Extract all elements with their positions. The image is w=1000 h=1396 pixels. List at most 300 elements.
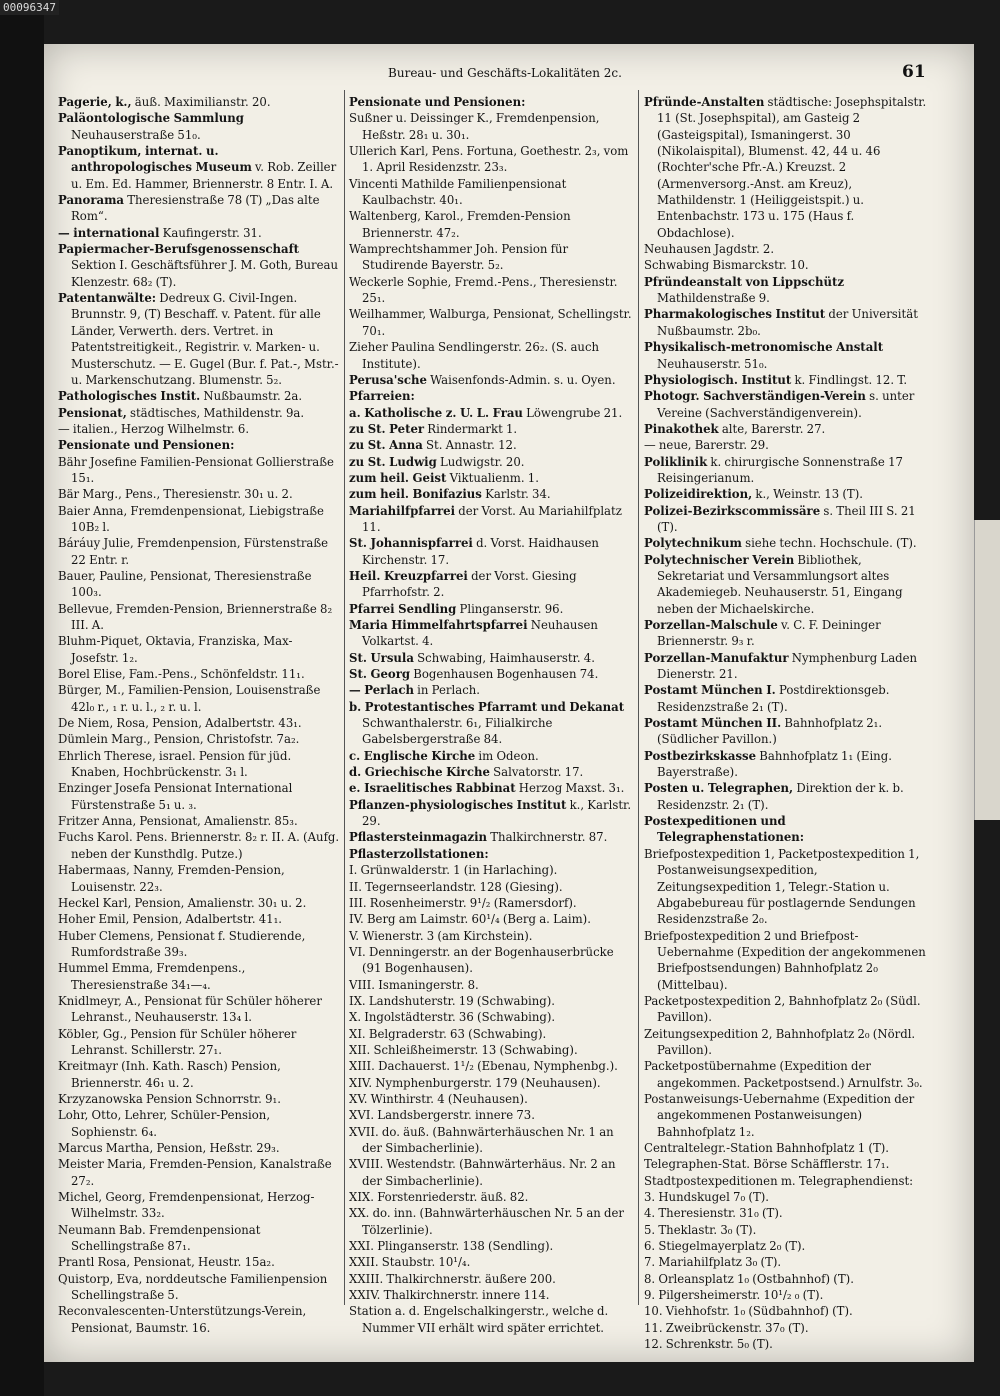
directory-entry — [58, 666, 340, 682]
entry-heading: Poliklinik — [644, 454, 708, 469]
directory-entry — [349, 846, 633, 862]
directory-entry — [644, 1303, 930, 1319]
directory-entry — [644, 306, 930, 339]
entry-text: Köbler, Gg., Pension für Schüler höherer Lehranst. Schillerstr. 27₁. — [58, 1026, 297, 1057]
entry-heading: Paläontologische Sammlung — [58, 111, 244, 126]
directory-entry — [58, 748, 340, 781]
entry-text: Telegraphen-Stat. Börse Schäfflerstr. 17₁. — [644, 1157, 890, 1172]
entry-text: im Odeon. — [475, 748, 539, 763]
directory-entry — [58, 225, 340, 241]
directory-entry — [349, 1124, 633, 1157]
directory-entry — [349, 1091, 633, 1107]
entry-text: 9. Pilgersheimerstr. 10¹/₂ ₀ (T). — [644, 1288, 824, 1303]
scan-margin — [0, 0, 44, 1396]
entry-heading: Pagerie, k., — [58, 95, 132, 109]
entry-text: Bauer, Pauline, Pensionat, Theresienstraße 100₃. — [58, 568, 312, 600]
directory-entry — [58, 421, 340, 437]
entry-heading: Porzellan-Manufaktur — [644, 650, 789, 665]
entry-heading: zum heil. Bonifazius — [349, 487, 482, 502]
directory-entry — [644, 1140, 930, 1156]
entry-heading: St. Ursula — [349, 650, 414, 665]
entry-text: Baier Anna, Fremdenpensionat, Liebigstraße 10B₂ l. — [58, 503, 324, 534]
directory-entry — [644, 715, 930, 748]
directory-entry — [58, 993, 340, 1026]
directory-entry — [349, 568, 633, 601]
entry-text: Karlstr. 34. — [481, 487, 551, 502]
entry-text: Rindermarkt 1. — [424, 421, 518, 436]
directory-entry — [349, 1058, 633, 1074]
directory-entry — [349, 143, 633, 176]
column-2 — [349, 94, 633, 1336]
entry-text: Ludwigstr. 20. — [436, 454, 525, 469]
column-3 — [644, 94, 930, 1352]
entry-text: XX. do. inn. (Bahnwärterhäuschen Nr. 5 an der Tölzerlinie). — [349, 1206, 625, 1237]
entry-text: 7. Mariahilfplatz 3₀ (T). — [644, 1255, 782, 1270]
directory-entry — [58, 405, 340, 421]
entry-text: XI. Belgraderstr. 63 (Schwabing). — [349, 1026, 547, 1041]
column-1 — [58, 94, 340, 1336]
entry-text: alte, Barerstr. 27. — [718, 421, 826, 436]
entry-heading: Pensionate und Pensionen: — [58, 438, 235, 453]
directory-entry — [644, 682, 930, 715]
directory-entry — [644, 503, 930, 536]
directory-entry — [349, 454, 633, 470]
entry-text: X. Ingolstädterstr. 36 (Schwabing). — [349, 1010, 556, 1025]
entry-text: XXIV. Thalkirchnerstr. innere 114. — [349, 1288, 550, 1303]
entry-heading: Porzellan-Malschule — [644, 618, 778, 632]
directory-entry — [58, 682, 340, 715]
entry-text: Bahnhofplatz 2₁. (Südlicher Pavillon.) — [657, 716, 883, 747]
directory-entry — [58, 911, 340, 927]
directory-entry — [58, 192, 340, 225]
entry-heading: b. Protestantisches Pfarramt und Dekanat — [349, 699, 625, 714]
directory-entry — [644, 372, 930, 388]
entry-heading: a. Katholische z. U. L. Frau — [349, 405, 523, 420]
directory-entry — [644, 748, 930, 781]
directory-entry — [644, 1189, 930, 1205]
entry-text: Reconvalescenten-Unterstützungs-Verein, Pensionat, Baumstr. 16. — [58, 1304, 307, 1335]
directory-entry — [349, 911, 633, 927]
entry-text: Ehrlich Therese, israel. Pension für jüd. Knaben, Hochbrückenstr. 3₁ l. — [58, 748, 292, 780]
directory-entry — [349, 977, 633, 993]
column-rule-1 — [344, 90, 345, 1305]
entry-heading: Papiermacher-Berufsgenossenschaft — [58, 242, 300, 257]
directory-entry — [58, 1254, 340, 1270]
directory-entry — [58, 1189, 340, 1222]
directory-entry — [58, 568, 340, 601]
directory-entry — [644, 1026, 930, 1059]
entry-text: Kaufingerstr. 31. — [159, 225, 262, 240]
entry-text: XIX. Forstenriederstr. äuß. 82. — [349, 1190, 529, 1205]
entry-text: Weilhammer, Walburga, Pensionat, Schellingstr. 70₁. — [349, 307, 632, 338]
entry-heading: Pfründeanstalt von Lippschütz — [644, 274, 844, 289]
entry-heading: d. Griechische Kirche — [349, 765, 490, 780]
entry-text: Sußner u. Deissinger K., Fremdenpension, Heßstr. 28₁ u. 30₁. — [349, 111, 600, 142]
entry-text: XV. Winthirstr. 4 (Neuhausen). — [349, 1091, 528, 1106]
directory-entry — [349, 1238, 633, 1254]
directory-entry — [58, 388, 340, 404]
entry-heading: Polytechnikum — [644, 536, 742, 551]
entry-text: Bahnhofplatz 1₁ (Eing. Bayerstraße). — [657, 748, 892, 780]
directory-entry — [349, 829, 633, 845]
directory-entry — [349, 110, 633, 143]
entry-text: Thalkirchnerstr. 87. — [487, 830, 608, 845]
entry-text: der Vorst. Au Mariahilfplatz 11. — [362, 503, 622, 534]
entry-text: Waltenberg, Karol., Fremden-Pension Briennerstr. 47₂. — [349, 209, 571, 240]
entry-text: Postdirektionsgeb. Residenzstraße 2₁ (T). — [657, 683, 890, 714]
directory-entry — [349, 1107, 633, 1123]
entry-text: siehe techn. Hochschule. (T). — [741, 536, 917, 551]
entry-text: XXII. Staubstr. 10¹/₄. — [349, 1255, 471, 1270]
directory-entry — [58, 1091, 340, 1107]
entry-heading: Postamt München II. — [644, 716, 782, 731]
directory-entry — [58, 928, 340, 961]
entry-heading: Pfarrei Sendling — [349, 601, 457, 616]
entry-heading: zu St. Ludwig — [349, 454, 437, 469]
entry-text: Centraltelegr.-Station Bahnhofplatz 1 (T). — [644, 1141, 890, 1155]
entry-text: 5. Theklastr. 3₀ (T). — [644, 1222, 757, 1237]
entry-text: — neue, Barerstr. 29. — [644, 438, 769, 453]
directory-entry — [349, 699, 633, 748]
entry-text: k. Findlingst. 12. T. — [791, 372, 908, 387]
directory-entry — [644, 486, 930, 502]
entry-heading: Postbezirkskasse — [644, 748, 757, 763]
entry-heading: Pensionat, — [58, 405, 127, 420]
directory-entry — [349, 764, 633, 780]
running-head: Bureau- und Geschäfts-Lokalitäten 2c. — [388, 66, 622, 80]
directory-entry — [644, 535, 930, 551]
entry-text: Packetpostexpedition 2, Bahnhofplatz 2₀ (Südl. Pavillon). — [644, 993, 921, 1025]
directory-entry — [349, 1271, 633, 1287]
directory-entry — [58, 1026, 340, 1059]
entry-heading: Physiologisch. Institut — [644, 372, 792, 387]
entry-text: Nußbaumstr. 2a. — [200, 389, 303, 404]
entry-heading: Perusa'sche — [349, 372, 427, 387]
directory-entry — [644, 1156, 930, 1172]
directory-entry — [644, 1320, 930, 1336]
directory-entry — [58, 780, 340, 813]
directory-entry — [58, 1107, 340, 1140]
entry-text: II. Tegernseerlandstr. 128 (Giesing). — [349, 879, 563, 894]
entry-text: der Universität Nußbaumstr. 2b₀. — [657, 307, 918, 338]
entry-text: Weckerle Sophie, Fremd.-Pens., Theresienstr. 25₁. — [349, 274, 618, 306]
entry-text: städtische: Josephspitalstr. 11 (St. Josephspital), am Gasteig 2 (Gasteigspital), Ismaningerst. 30 (Nikolaispital), Blumenst. 42, 44 u. 46 (Rochter'sche Pfr.-A.) Kreuzst. 2 (Armenversorg.-Anst. am Kreuz), Mathildenstr. 1 (Heiliggeistspit.) u. Entenbachstr. 173 u. 175 (Haus f. Obdachlose). — [657, 95, 927, 240]
entry-text: Borel Elise, Fam.-Pens., Schönfeldstr. 11₁. — [58, 667, 305, 682]
entry-text: XII. Schleißheimerstr. 13 (Schwabing). — [349, 1042, 578, 1057]
entry-heading: Pharmakologisches Institut — [644, 307, 826, 322]
entry-text: s. unter Vereine (Sachverständigenverein). — [657, 389, 915, 420]
directory-entry — [644, 1222, 930, 1238]
entry-text: Neuhausen Volkartst. 4. — [362, 618, 598, 649]
directory-entry — [644, 993, 930, 1026]
scan-id-label: 00096347 — [0, 0, 59, 15]
directory-entry — [349, 1254, 633, 1270]
directory-entry — [349, 1303, 633, 1336]
entry-text: Stadtpostexpeditionen m. Telegraphendienst: — [644, 1173, 914, 1188]
directory-entry — [644, 257, 930, 273]
directory-entry — [58, 241, 340, 290]
entry-text: v. Rob. Zeiller u. Em. Ed. Hammer, Briennerstr. 8 Entr. I. A. — [71, 160, 337, 191]
entry-heading: Panoptikum, internat. u. anthropologisches Museum — [58, 144, 252, 175]
directory-entry — [58, 633, 340, 666]
next-page-edge — [974, 520, 1000, 820]
directory-entry — [58, 895, 340, 911]
entry-text: De Niem, Rosa, Pension, Adalbertstr. 43₁. — [58, 716, 302, 731]
directory-entry — [644, 1173, 930, 1189]
entry-text: Herzog Maxst. 3₁. — [515, 781, 625, 796]
entry-text: Löwengrube 21. — [522, 405, 623, 420]
directory-entry — [644, 1271, 930, 1287]
entry-text: Briefpostexpedition 1, Packetpostexpedition 1, Postanweisungsexpedition, Zeitungsexpedition 1, Telegr.-Station u. Abgabebureau für postlagernde Sendungen Residenzstraße 2₀. — [644, 846, 920, 927]
entry-text: Hummel Emma, Fremdenpens., Theresienstraße 34₁—₄. — [58, 961, 246, 992]
directory-entry — [349, 617, 633, 650]
entry-text: 4. Theresienstr. 31₀ (T). — [644, 1206, 783, 1221]
entry-text: v. C. F. Deininger Briennerstr. 9₃ r. — [657, 618, 881, 649]
entry-heading: zu St. Peter — [349, 421, 425, 436]
entry-text: 3. Hundskugel 7₀ (T). — [644, 1190, 770, 1205]
directory-entry — [349, 928, 633, 944]
directory-entry — [644, 1254, 930, 1270]
directory-entry — [349, 650, 633, 666]
directory-entry — [349, 470, 633, 486]
directory-entry — [349, 879, 633, 895]
entry-text: Habermaas, Nanny, Fremden-Pension, Louisenstr. 22₃. — [58, 863, 285, 894]
directory-entry — [644, 846, 930, 928]
directory-entry — [58, 1303, 340, 1336]
entry-heading: Pfründe-Anstalten — [644, 95, 765, 109]
entry-text: III. Rosenheimerstr. 9¹/₂ (Ramersdorf). — [349, 895, 577, 910]
entry-text: Quistorp, Eva, norddeutsche Familienpension Schellingstraße 5. — [58, 1271, 328, 1303]
entry-text: Fuchs Karol. Pens. Briennerstr. 8₂ r. II. A. (Aufg. neben der Kunsthdlg. Putze.) — [58, 830, 340, 861]
entry-text: V. Wienerstr. 3 (am Kirchstein). — [349, 928, 533, 943]
directory-entry — [349, 862, 633, 878]
directory-entry — [58, 862, 340, 895]
entry-text: Bogenhausen Bogenhausen 74. — [410, 667, 599, 682]
directory-entry — [349, 780, 633, 796]
entry-text: Heckel Karl, Pension, Amalienstr. 30₁ u. 2. — [58, 895, 307, 910]
entry-text: XIV. Nymphenburgerstr. 179 (Neuhausen). — [349, 1075, 601, 1090]
entry-heading: e. Israelitisches Rabbinat — [349, 781, 516, 796]
entry-text: Bär Marg., Pens., Theresienstr. 30₁ u. 2. — [58, 487, 293, 502]
entry-heading: Maria Himmelfahrtspfarrei — [349, 618, 528, 632]
directory-entry — [58, 94, 340, 110]
entry-text: XVI. Landsbergerstr. innere 73. — [349, 1108, 535, 1123]
entry-text: 6. Stiegelmayerplatz 2₀ (T). — [644, 1239, 806, 1254]
entry-heading: Pinakothek — [644, 421, 719, 436]
directory-entry — [349, 1189, 633, 1205]
directory-entry — [349, 94, 633, 110]
directory-entry — [58, 143, 340, 192]
directory-entry — [644, 274, 930, 307]
entry-text: Schwabing, Haimhauserstr. 4. — [413, 650, 595, 665]
directory-entry — [58, 1271, 340, 1304]
directory-entry — [349, 208, 633, 241]
entry-heading: zum heil. Geist — [349, 470, 447, 485]
directory-entry — [58, 813, 340, 829]
directory-entry — [644, 780, 930, 813]
directory-entry — [349, 797, 633, 830]
entry-text: 12. Schrenkstr. 5₀ (T). — [644, 1337, 773, 1352]
directory-entry — [58, 715, 340, 731]
entry-text: Zieher Paulina Sendlingerstr. 26₂. (S. auch Institute). — [349, 340, 600, 371]
directory-entry — [644, 388, 930, 421]
column-rule-2 — [638, 90, 639, 1305]
directory-entry — [644, 421, 930, 437]
entry-heading: Panorama — [58, 193, 125, 208]
entry-text: Neuhausen Jagdstr. 2. — [644, 242, 775, 257]
entry-text: Bähr Josefine Familien-Pensionat Gollierstraße 15₁. — [58, 454, 334, 485]
entry-text: Viktualienm. 1. — [446, 470, 539, 485]
entry-text: Marcus Martha, Pension, Heßstr. 29₃. — [58, 1141, 280, 1155]
entry-text: Neuhauserstraße 51₀. — [71, 127, 201, 142]
entry-text: Waisenfonds-Admin. s. u. Oyen. — [426, 372, 616, 387]
entry-text: äuß. Maximilianstr. 20. — [131, 95, 271, 109]
entry-text: I. Grünwalderstr. 1 (in Harlaching). — [349, 863, 558, 878]
directory-entry — [349, 1009, 633, 1025]
entry-heading: Pflastersteinmagazin — [349, 830, 488, 845]
entry-text: Plinganserstr. 96. — [456, 601, 564, 616]
directory-entry — [349, 486, 633, 502]
entry-text: XVII. do. äuß. (Bahnwärterhäuschen Nr. 1 an der Simbacherlinie). — [349, 1124, 614, 1155]
entry-text: der Vorst. Giesing Pfarrhofstr. 2. — [362, 568, 577, 600]
directory-entry — [58, 454, 340, 487]
entry-heading: Polytechnischer Verein — [644, 552, 795, 567]
directory-entry — [644, 1091, 930, 1140]
entry-text: Kreitmayr (Inh. Kath. Rasch) Pension, Briennerstr. 46₁ u. 2. — [58, 1059, 281, 1090]
directory-entry — [58, 535, 340, 568]
entry-text: Dümlein Marg., Pension, Christofstr. 7a₂. — [58, 732, 300, 747]
entry-text: XVIII. Westendstr. (Bahnwärterhäus. Nr. 2 an der Simbacherlinie). — [349, 1157, 616, 1188]
directory-entry — [349, 1026, 633, 1042]
entry-text: Prantl Rosa, Pensionat, Heustr. 15a₂. — [58, 1255, 275, 1270]
directory-entry — [349, 993, 633, 1009]
entry-text: Bluhm-Piquet, Oktavia, Franziska, Max-Josefstr. 1₂. — [58, 634, 293, 665]
entry-heading: c. Englische Kirche — [349, 748, 476, 763]
entry-heading: — international — [58, 225, 160, 240]
entry-text: Bürger, M., Familien-Pension, Louisenstraße 42l₀ r., ₁ r. u. l., ₂ r. u. l. — [58, 683, 321, 714]
entry-text: Direktion der k. b. Residenzstr. 2₁ (T). — [657, 781, 904, 812]
directory-entry — [644, 454, 930, 487]
entry-text: Lohr, Otto, Lehrer, Schüler-Pension, Sophienstr. 6₄. — [58, 1108, 271, 1139]
entry-text: Báráuy Julie, Fremdenpension, Fürstenstraße 22 Entr. r. — [58, 536, 329, 567]
entry-text: Krzyzanowska Pension Schnorrstr. 9₁. — [58, 1091, 281, 1106]
entry-heading: Pflasterzollstationen: — [349, 846, 489, 861]
entry-heading: Postamt München I. — [644, 683, 776, 698]
directory-entry — [58, 1140, 340, 1156]
entry-text: Michel, Georg, Fremdenpensionat, Herzog-Wilhelmstr. 33₂. — [58, 1190, 315, 1221]
directory-entry — [644, 1287, 930, 1303]
directory-entry — [58, 1156, 340, 1189]
entry-text: Schwanthalerstr. 6₁, Filialkirche Gabelsbergerstraße 84. — [362, 716, 553, 747]
entry-text: in Perlach. — [413, 683, 480, 698]
directory-entry — [58, 110, 340, 143]
entry-text: Huber Clemens, Pensionat f. Studierende, Rumfordstraße 39₃. — [58, 928, 306, 959]
directory-entry — [644, 241, 930, 257]
entry-text: Dedreux G. Civil-Ingen. Brunnstr. 9, (T) Beschaff. v. Patent. für alle Länder, Verwerth. ders. Vertret. in Patentstreitigkeit., Registrir. v. Marken- u. Musterschutz. — E. Gugel (Bur. f. Pat.-, Mstr.- u. Markenschutzang. Blumenstr. 5₂. — [71, 291, 339, 387]
entry-heading: Pflanzen-physiologisches Institut — [349, 797, 567, 812]
directory-entry — [58, 437, 340, 453]
directory-entry — [349, 421, 633, 437]
directory-entry — [349, 748, 633, 764]
entry-heading: Photogr. Sachverständigen-Verein — [644, 389, 866, 404]
directory-entry — [349, 274, 633, 307]
entry-text: Vincenti Mathilde Familienpensionat Kaulbachstr. 40₁. — [349, 176, 567, 208]
entry-heading: Patentanwälte: — [58, 291, 157, 306]
entry-text: Postanweisungs-Uebernahme (Expedition der angekommenen Postanweisungen) Bahnhofplatz 1₂. — [644, 1091, 915, 1139]
entry-heading: — Perlach — [349, 683, 414, 698]
directory-entry — [58, 601, 340, 634]
entry-text: VI. Denningerstr. an der Bogenhauserbrücke (91 Bogenhausen). — [349, 944, 614, 976]
entry-text: 11. Zweibrückenstr. 37₀ (T). — [644, 1320, 809, 1335]
directory-entry — [349, 601, 633, 617]
entry-text: Schwabing Bismarckstr. 10. — [644, 258, 809, 273]
directory-entry — [58, 503, 340, 536]
entry-text: Bellevue, Fremden-Pension, Briennerstraße 8₂ III. A. — [58, 601, 333, 632]
directory-entry — [644, 650, 930, 683]
directory-entry — [349, 437, 633, 453]
entry-heading: Pathologisches Instit. — [58, 389, 201, 404]
entry-text: Enzinger Josefa Pensionat International Fürstenstraße 5₁ u. ₃. — [58, 781, 293, 812]
entry-text: Packetpostübernahme (Expedition der angekommen. Packetpostsend.) Arnulfstr. 3₀. — [644, 1059, 923, 1090]
directory-entry — [349, 1287, 633, 1303]
entry-text: St. Annastr. 12. — [422, 438, 517, 453]
directory-entry — [644, 437, 930, 453]
entry-text: städtisches, Mathildenstr. 9a. — [126, 405, 305, 420]
entry-heading: Pensionate und Pensionen: — [349, 95, 526, 109]
entry-heading: Postexpeditionen und Telegraphenstationen: — [644, 814, 805, 845]
entry-text: Knidlmeyr, A., Pensionat für Schüler höherer Lehranst., Neuhauserstr. 13₄ l. — [58, 993, 322, 1025]
entry-text: Ullerich Karl, Pens. Fortuna, Goethestr. 2₃, vom 1. April Residenzstr. 23₃. — [349, 144, 629, 175]
directory-entry — [349, 1042, 633, 1058]
entry-text: Salvatorstr. 17. — [489, 765, 584, 780]
directory-entry — [349, 535, 633, 568]
directory-entry — [58, 1222, 340, 1255]
entry-text: — italien., Herzog Wilhelmstr. 6. — [58, 421, 250, 436]
entry-text: d. Vorst. Haidhausen Kirchenstr. 17. — [362, 536, 599, 567]
entry-text: k., Weinstr. 13 (T). — [752, 487, 863, 502]
directory-entry — [349, 306, 633, 339]
directory-entry — [349, 666, 633, 682]
directory-entry — [349, 1205, 633, 1238]
directory-entry — [349, 405, 633, 421]
entry-text: Briefpostexpedition 2 und Briefpost-Uebernahme (Expedition der angekommenen Briefpostsendungen) Bahnhofplatz 2₀ (Mittelbau). — [644, 928, 926, 992]
entry-heading: St. Georg — [349, 667, 411, 682]
entry-text: Neumann Bab. Fremdenpensionat Schellingstraße 87₁. — [58, 1222, 261, 1254]
entry-heading: Physikalisch-metronomische Anstalt — [644, 340, 884, 355]
directory-entry — [644, 339, 930, 372]
directory-entry — [58, 486, 340, 502]
entry-text: k. chirurgische Sonnenstraße 17 Reisingerianum. — [657, 454, 903, 485]
directory-entry — [644, 928, 930, 993]
entry-heading: St. Johannispfarrei — [349, 536, 473, 551]
entry-text: 8. Orleansplatz 1₀ (Ostbahnhof) (T). — [644, 1271, 854, 1286]
entry-text: k., Karlstr. 29. — [362, 797, 632, 829]
entry-text: XXIII. Thalkirchnerstr. äußere 200. — [349, 1271, 556, 1286]
entry-text: XXI. Plinganserstr. 138 (Sendling). — [349, 1239, 554, 1254]
directory-entry — [58, 829, 340, 862]
entry-heading: Heil. Kreuzpfarrei — [349, 568, 468, 583]
directory-entry — [58, 1058, 340, 1091]
entry-heading: Polizeidirektion, — [644, 487, 753, 502]
directory-entry — [58, 290, 340, 388]
directory-entry — [349, 1156, 633, 1189]
directory-entry — [644, 813, 930, 846]
entry-text: Hoher Emil, Pension, Adalbertstr. 41₁. — [58, 912, 283, 927]
directory-entry — [644, 552, 930, 617]
directory-entry — [349, 682, 633, 698]
directory-entry — [349, 944, 633, 977]
entry-text: Neuhauserstr. 51₀. — [657, 356, 768, 371]
